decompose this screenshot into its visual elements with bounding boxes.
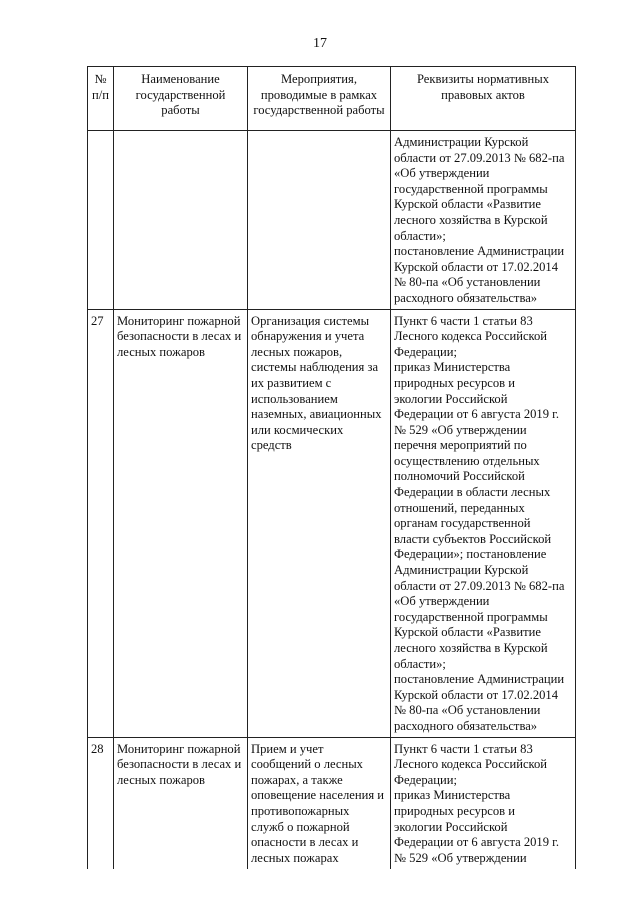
text-line: области от 27.09.2013 № 682-па (394, 578, 565, 593)
cell-acts (391, 737, 576, 869)
text-line: приказ Министерства (394, 360, 511, 375)
text-line: государственной работы (253, 103, 385, 118)
text-line: Федерации в области лесных (394, 485, 551, 500)
text-line: лесных пожарах (251, 850, 339, 865)
text-line: Пункт 6 части 1 статьи 83 (394, 741, 533, 756)
text-line: средств (251, 438, 292, 453)
text-line: противопожарных (251, 803, 350, 818)
text-line: области от 27.09.2013 № 682-па (394, 150, 565, 165)
text-line: Организация системы (251, 313, 370, 328)
text-line: экологии Российской (394, 391, 508, 406)
text-line: лесных пожаров, (251, 344, 343, 359)
text-line: Администрации Курской (394, 135, 529, 149)
page-number: 17 (313, 36, 327, 51)
text-line: безопасности в лесах и (117, 757, 242, 772)
text-line: сообщений о лесных (251, 757, 363, 772)
text-line: № (94, 72, 107, 86)
header-num (88, 67, 114, 131)
text-line: № 80-па «Об установлении (394, 275, 541, 290)
text-line: государственной (135, 87, 226, 102)
legal-acts-table (87, 66, 576, 869)
text-line: Курской области от 17.02.2014 (394, 259, 559, 274)
text-line: природных ресурсов и (394, 375, 515, 390)
text-line: Федерации; (394, 772, 457, 787)
header-acts (391, 67, 576, 131)
text-line: оповещение населения и (251, 788, 384, 803)
text-line: Мероприятия, (281, 72, 357, 86)
text-line: перечня мероприятий по (394, 438, 527, 453)
cell-name (114, 131, 248, 310)
text-line: наземных, авиационных (251, 407, 382, 422)
text-line: пожарах, а также (251, 772, 343, 787)
cell-name (114, 737, 248, 869)
text-line: органам государственной (394, 516, 531, 531)
text-line: Прием и учет (251, 741, 324, 756)
text-line: постановление Администрации (394, 672, 565, 687)
text-line: Администрации Курской (394, 563, 529, 578)
text-line: Наименование (141, 72, 220, 86)
text-line: «Об утверждении (394, 594, 490, 609)
cell-measures (248, 737, 391, 869)
cell-measures (248, 131, 391, 310)
text-line: Федерации; (394, 344, 457, 359)
text-line: обнаружения и учета (251, 329, 365, 344)
text-line: системы наблюдения за (251, 360, 379, 375)
text-line: Реквизиты нормативных (416, 72, 550, 86)
text-line: Лесного кодекса Российской (394, 329, 548, 344)
text-line: осуществлению отдельных (394, 453, 540, 468)
text-line: полномочий Российской (394, 469, 525, 484)
text-line: опасности в лесах и (251, 835, 359, 850)
cell-num: 27 (88, 309, 114, 737)
header-measures (248, 67, 391, 131)
text-line: власти субъектов Российской (394, 531, 552, 546)
text-line: лесного хозяйства в Курской (394, 641, 548, 655)
text-line: или космических (251, 422, 344, 437)
text-line: области»; (394, 656, 446, 671)
text-line: № 529 «Об утверждении (394, 422, 527, 437)
text-line: лесных пожаров (117, 344, 205, 359)
text-line: экологии Российской (394, 819, 508, 834)
table-header-row (88, 67, 576, 131)
text-line: лесного хозяйства в Курской (394, 212, 548, 227)
text-line: приказ Министерства (394, 788, 511, 803)
text-line: «Об утверждении (394, 166, 490, 181)
text-line: № 529 «Об утверждении (394, 850, 527, 865)
text-line: Федерации от 6 августа 2019 г. (394, 835, 560, 850)
table-row (88, 131, 576, 310)
text-line: Мониторинг пожарной (117, 313, 241, 328)
cell-measures (248, 309, 391, 737)
text-line: проводимые в рамках (260, 87, 378, 102)
text-line: служб о пожарной (251, 819, 350, 834)
text-line: Лесного кодекса Российской (394, 757, 548, 772)
text-line: Курской области от 17.02.2014 (394, 687, 559, 702)
cell-acts (391, 309, 576, 737)
text-line: расходного обязательства» (394, 718, 538, 733)
table-row (88, 309, 576, 737)
text-line: Федерации»; постановление (394, 547, 547, 562)
text-line: работы (161, 103, 200, 118)
cell-acts (391, 131, 576, 310)
cell-name (114, 309, 248, 737)
text-line: Курской области «Развитие (394, 197, 541, 212)
text-line: п/п (92, 87, 109, 102)
text-line: расходного обязательства» (394, 290, 538, 305)
text-line: государственной программы (394, 609, 548, 624)
text-line: природных ресурсов и (394, 803, 515, 818)
text-line: отношений, переданных (394, 500, 525, 515)
text-line: использованием (251, 391, 338, 406)
text-line: лесных пожаров (117, 772, 205, 787)
table-row (88, 737, 576, 869)
text-line: Курской области «Развитие (394, 625, 541, 640)
text-line: их развитием с (251, 375, 332, 390)
header-name (114, 67, 248, 131)
text-line: безопасности в лесах и (117, 329, 242, 344)
cell-num (88, 131, 114, 310)
text-line: правовых актов (441, 87, 525, 102)
cell-num: 28 (88, 737, 114, 869)
text-line: государственной программы (394, 181, 548, 196)
text-line: постановление Администрации (394, 244, 565, 259)
text-line: Мониторинг пожарной (117, 741, 241, 756)
text-line: Пункт 6 части 1 статьи 83 (394, 313, 533, 328)
text-line: Федерации от 6 августа 2019 г. (394, 407, 560, 422)
text-line: области»; (394, 228, 446, 243)
text-line: № 80-па «Об установлении (394, 703, 541, 718)
